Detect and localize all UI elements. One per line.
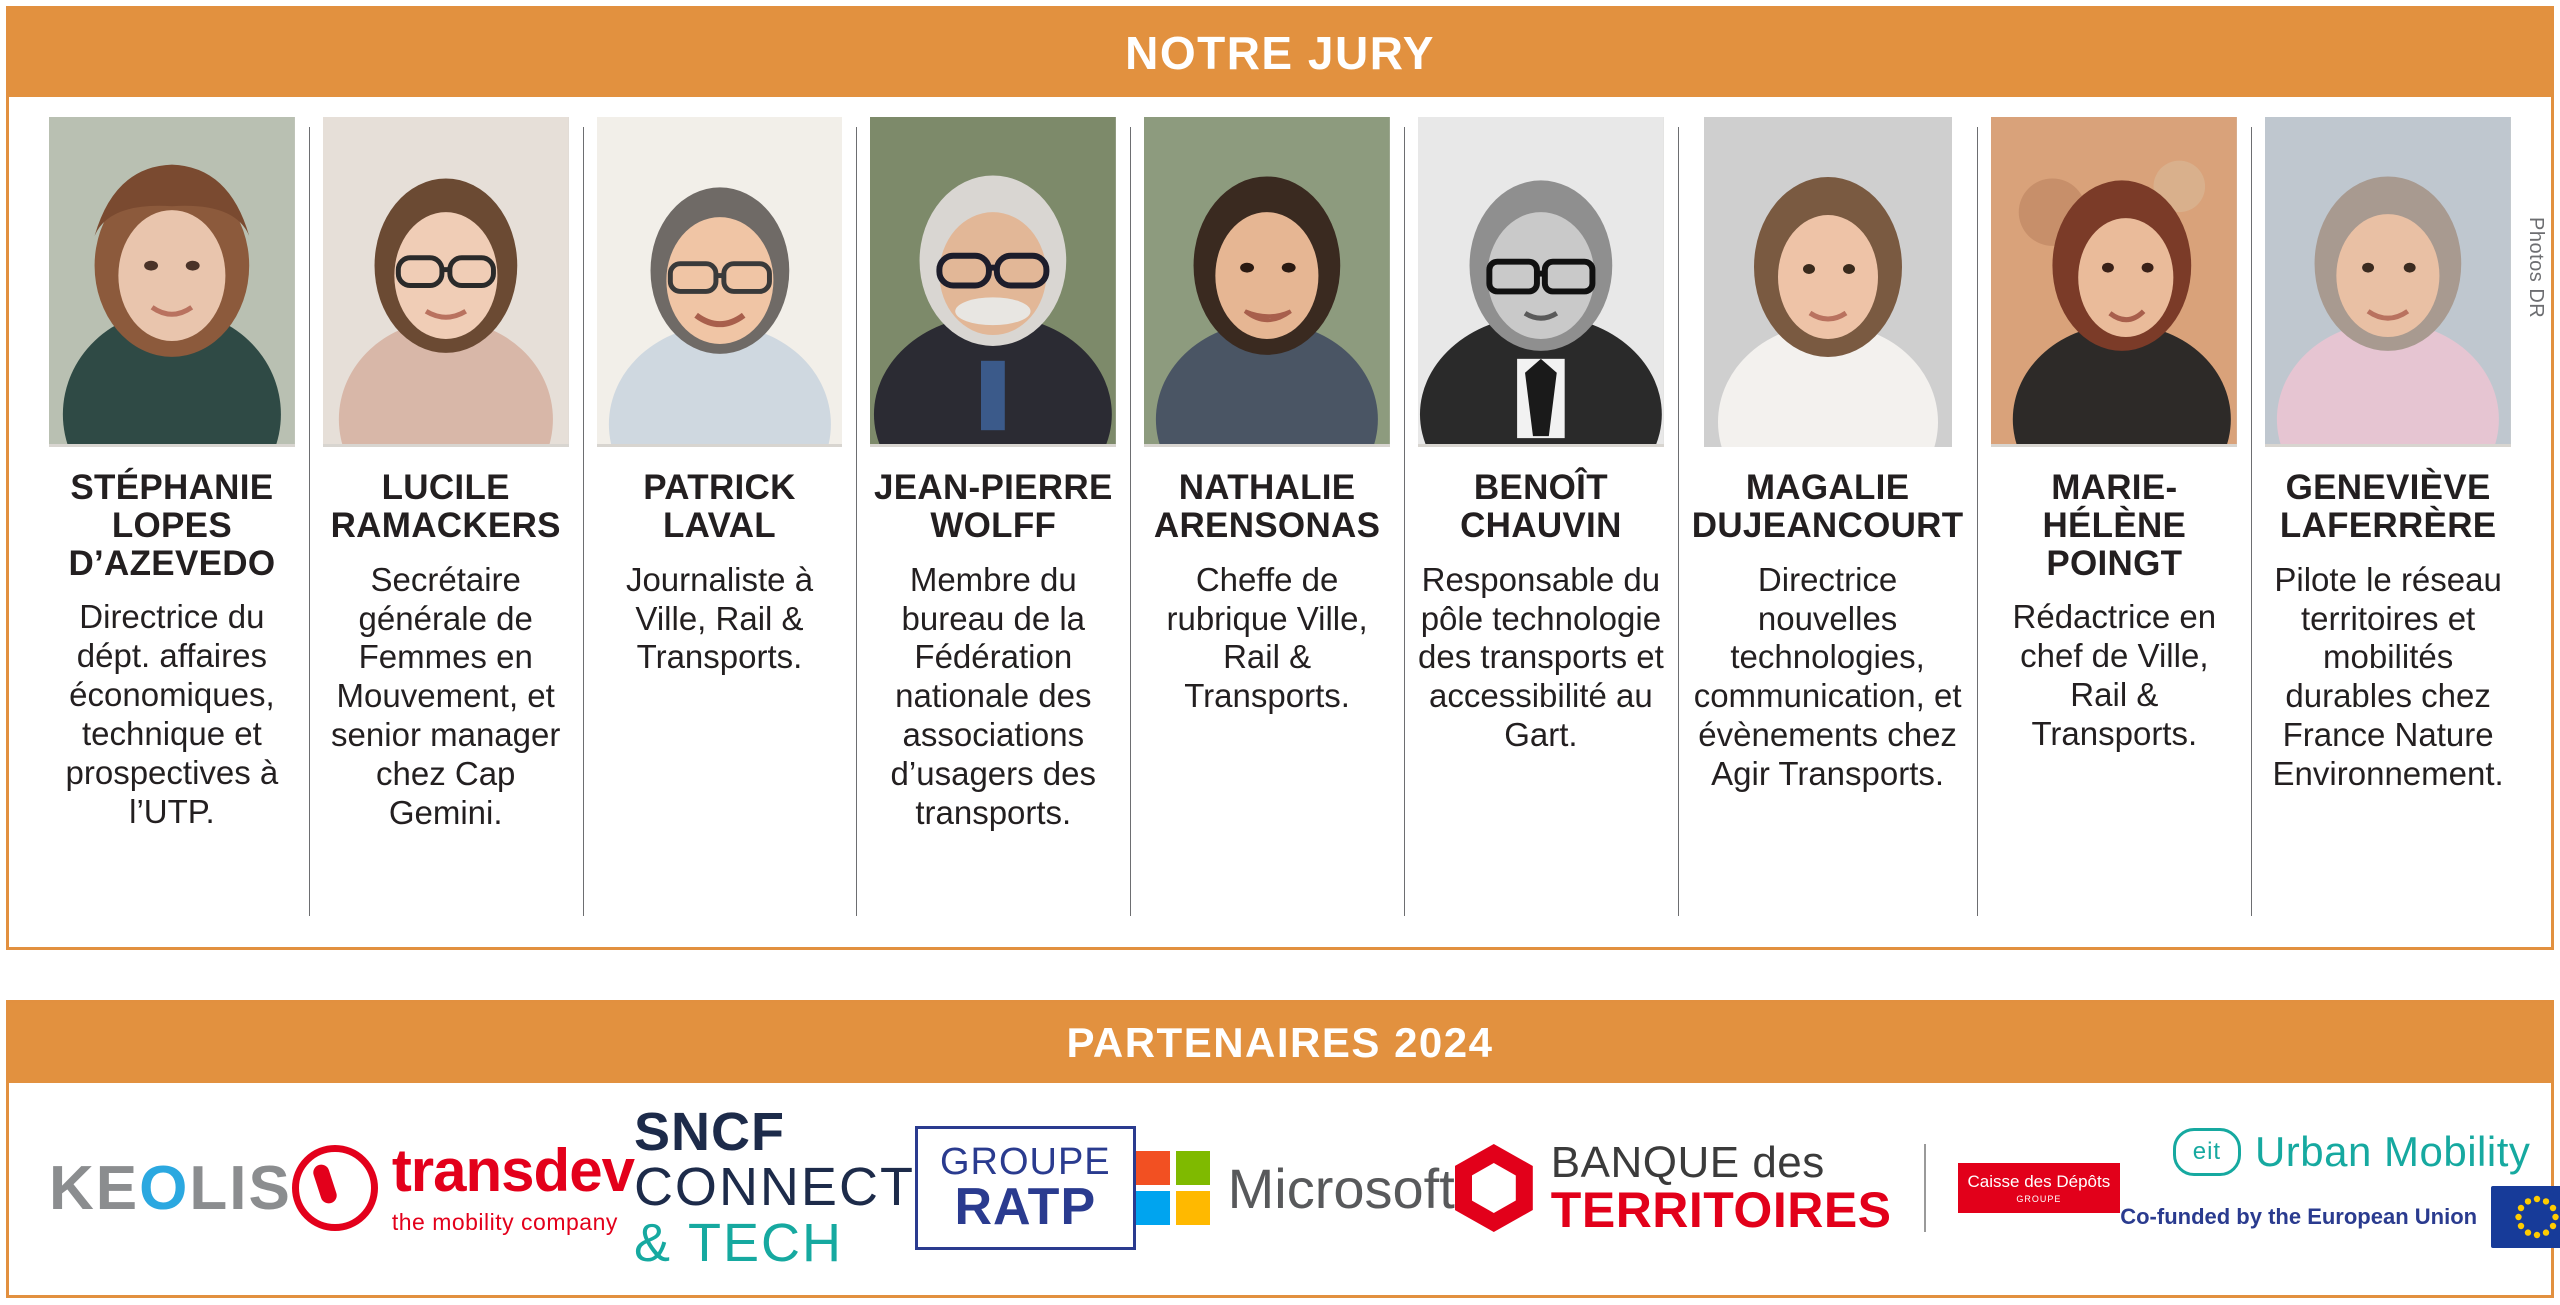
cdc-text: Caisse des Dépôts — [1967, 1171, 2111, 1191]
jury-member-role: Journaliste à Ville, Rail & Transports. — [625, 560, 814, 676]
portrait-illustration — [323, 117, 569, 444]
jury-member — [1404, 117, 1678, 944]
jury-member-portrait — [1418, 117, 1664, 447]
jury-band-title: NOTRE JURY — [9, 9, 2551, 97]
jury-member — [1678, 117, 1978, 944]
jury-member-name: PATRICK LAVAL — [643, 468, 796, 545]
sncf-tech-text: & TECH — [633, 1212, 843, 1273]
jury-member-portrait — [1991, 117, 2237, 447]
portrait-illustration — [597, 117, 843, 444]
partners-logo-row — [9, 1083, 2551, 1293]
jury-member-name: MAGALIE DUJEANCOURT — [1691, 468, 1964, 545]
jury-member — [1130, 117, 1404, 944]
partners-band-title: PARTENAIRES 2024 — [9, 1003, 2551, 1083]
jury-member-portrait — [1144, 117, 1390, 447]
partner-logo-eit-urban-mobility[interactable] — [2120, 1128, 2560, 1248]
ratp-groupe-text: GROUPE — [939, 1141, 1111, 1183]
eit-urban-mobility-wordmark: Urban Mobility — [2254, 1128, 2531, 1175]
partners-panel — [6, 1000, 2554, 1298]
jury-member-role: Cheffe de rubrique Ville, Rail & Transports. — [1166, 560, 1368, 715]
bdt-divider — [1924, 1144, 1926, 1232]
jury-member-name: MARIE-HÉLÈNE POINGT — [2042, 468, 2187, 583]
jury-member-name: LUCILE RAMACKERS — [330, 468, 561, 545]
european-union-flag-icon — [2491, 1186, 2560, 1248]
keolis-text-2: O — [139, 1153, 190, 1223]
jury-member-portrait — [870, 117, 1116, 447]
eu-stars — [2491, 1186, 2560, 1248]
partner-logo-banque-des-territoires[interactable] — [1455, 1138, 2120, 1238]
bdt-banque-text: BANQUE des — [1550, 1138, 1825, 1187]
transdev-tagline: the mobility company — [391, 1208, 618, 1235]
portrait-illustration — [1418, 117, 1664, 444]
jury-member-name: BENOÎT CHAUVIN — [1460, 468, 1622, 545]
keolis-text-1: KE — [49, 1153, 140, 1223]
jury-member-role: Directrice nouvelles technologies, communication, et évènements chez Agir Transports. — [1693, 560, 1962, 793]
jury-member-role: Rédactrice en chef de Ville, Rail & Transports. — [2012, 598, 2217, 753]
bdt-territoires-text: TERRITOIRES — [1550, 1182, 1892, 1238]
jury-member-portrait — [597, 117, 843, 447]
sncf-connect-text: CONNECT — [633, 1157, 915, 1218]
jury-member-name: STÉPHANIE LOPES D’AZEVEDO — [68, 468, 276, 583]
jury-member-name: JEAN-PIERRE WOLFF — [873, 468, 1113, 545]
transdev-runner-icon — [292, 1145, 378, 1231]
portrait-illustration — [1704, 117, 1952, 447]
jury-panel — [6, 6, 2554, 950]
partner-logo-ratp[interactable] — [915, 1126, 1136, 1250]
jury-members-row — [9, 97, 2551, 944]
microsoft-squares-icon — [1136, 1151, 1210, 1225]
eu-cofunded-text: Co-funded by the European Union — [2120, 1204, 2478, 1230]
jury-member — [35, 117, 309, 944]
microsoft-wordmark: Microsoft — [1227, 1156, 1455, 1220]
cdc-groupe-text: GROUPE — [2016, 1193, 2062, 1204]
jury-member-portrait — [323, 117, 569, 447]
sncf-wordmark: SNCF — [633, 1102, 785, 1163]
jury-member — [856, 117, 1130, 944]
keolis-text-3: LIS — [189, 1153, 292, 1223]
jury-member — [2251, 117, 2525, 944]
portrait-illustration — [49, 117, 295, 444]
transdev-wordmark: transdev — [391, 1136, 634, 1204]
ratp-wordmark: RATP — [954, 1178, 1097, 1236]
portrait-illustration — [2265, 117, 2511, 444]
banque-des-territoires-hexagon-icon — [1455, 1144, 1533, 1232]
jury-member — [1977, 117, 2251, 944]
portrait-illustration — [1991, 117, 2237, 444]
jury-member-role: Membre du bureau de la Fédération nationale des associations d’usagers des transports. — [890, 560, 1097, 832]
partner-logo-transdev[interactable] — [292, 1136, 634, 1236]
jury-member-portrait — [49, 117, 295, 447]
jury-member-role: Responsable du pôle technologie des transports et accessibilité au Gart. — [1417, 560, 1664, 754]
jury-member-portrait — [1704, 117, 1952, 447]
jury-member-name: NATHALIE ARENSONAS — [1153, 468, 1381, 545]
eit-badge-icon: eit — [2173, 1128, 2241, 1176]
jury-member-role: Directrice du dépt. affaires économiques, technique et prospectives à l’UTP. — [65, 598, 279, 831]
photo-credit: Photos DR — [2525, 217, 2547, 319]
jury-member-name: GENEVIÈVE LAFERRÈRE — [2279, 468, 2497, 545]
partner-logo-microsoft[interactable] — [1136, 1151, 1455, 1225]
portrait-illustration — [870, 117, 1116, 444]
jury-member-role: Secrétaire générale de Femmes en Mouvement, et senior manager chez Cap Gemini. — [331, 560, 561, 832]
partner-logo-keolis[interactable] — [49, 1153, 292, 1224]
jury-member-role: Pilote le réseau territoires et mobilités durables chez France Nature Environnement. — [2272, 560, 2504, 793]
jury-member-portrait — [2265, 117, 2511, 447]
portrait-illustration — [1144, 117, 1390, 444]
jury-member — [583, 117, 857, 944]
jury-member — [309, 117, 583, 944]
caisse-des-depots-badge — [1958, 1163, 2121, 1213]
partner-logo-sncf[interactable] — [633, 1102, 915, 1273]
